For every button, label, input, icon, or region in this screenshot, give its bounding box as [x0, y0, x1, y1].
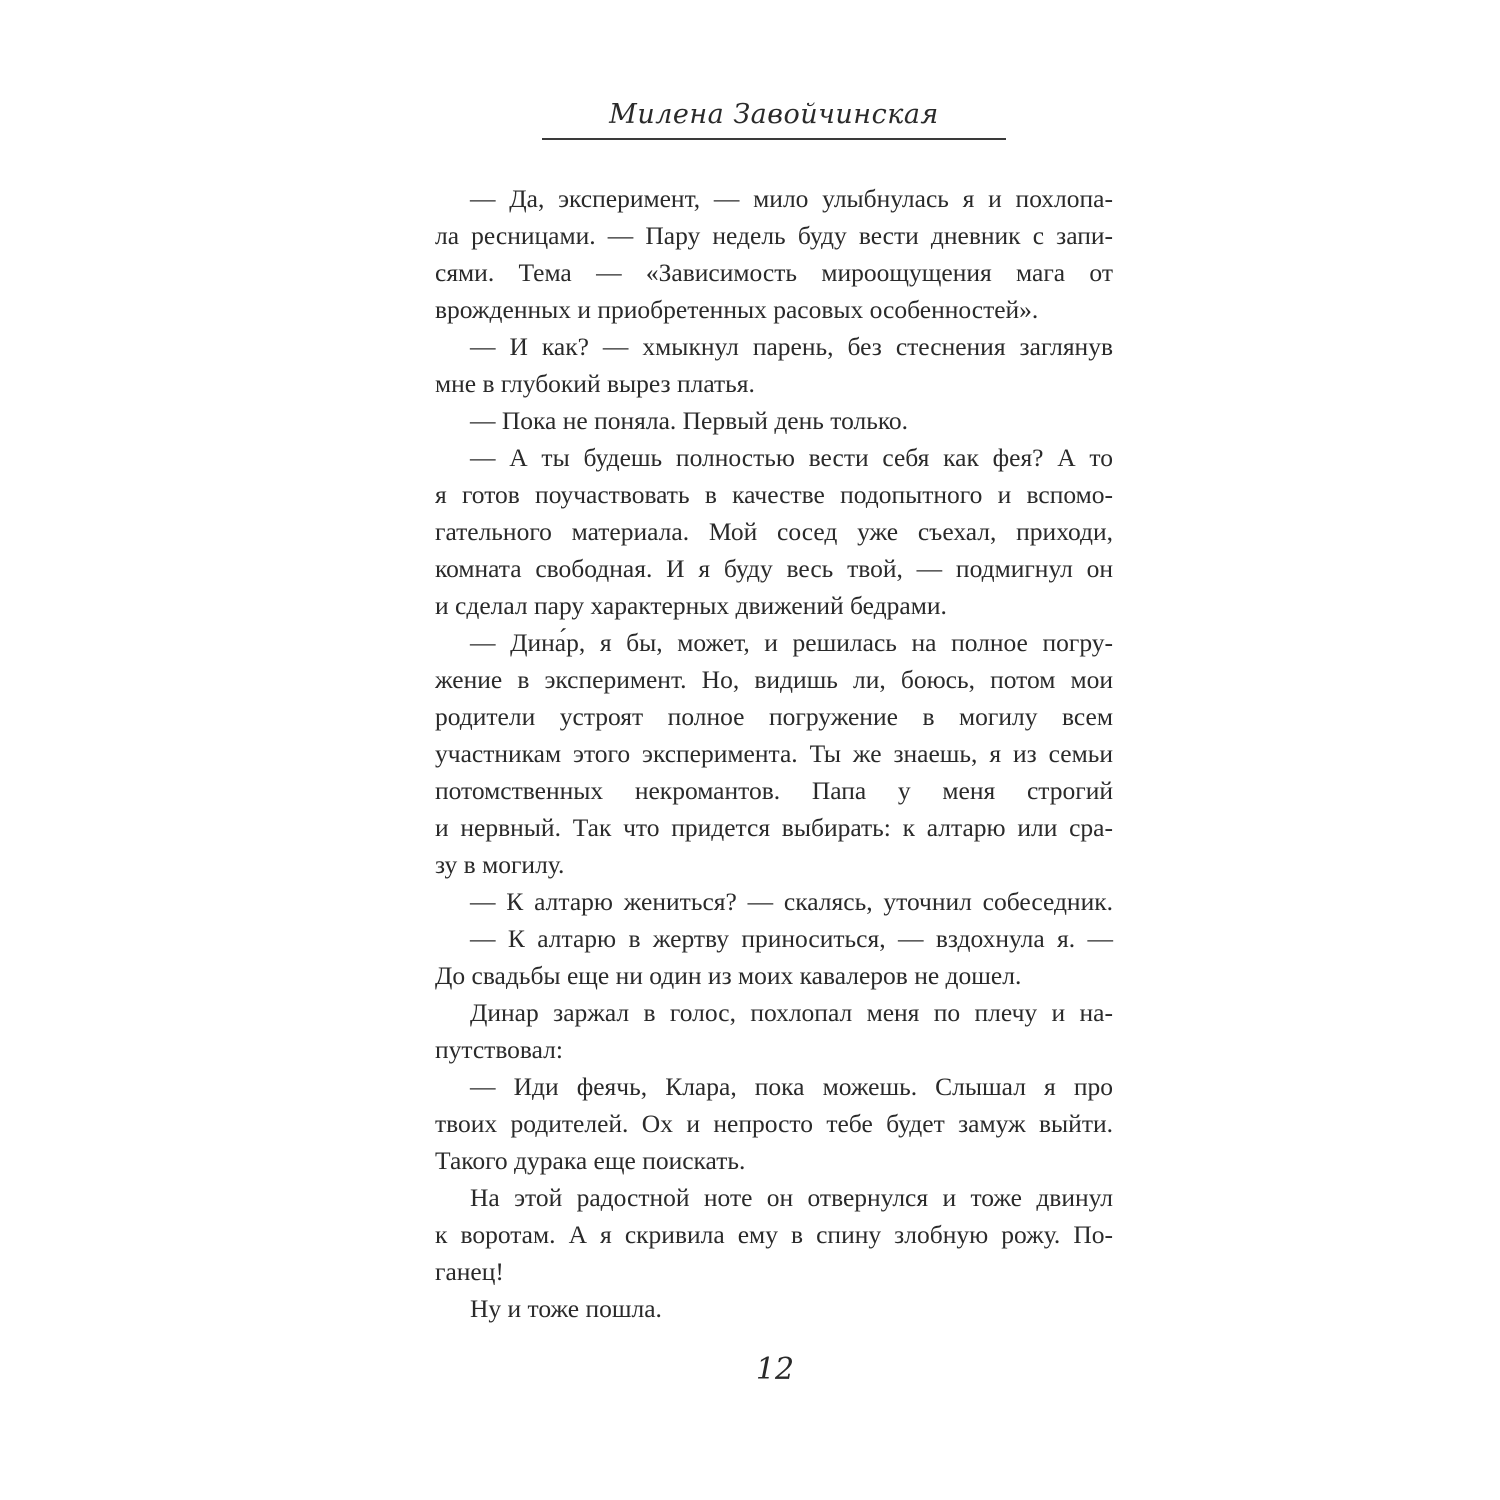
text-line: — А ты будешь полностью вести себя как фея? А то [470, 443, 1113, 472]
text-line: родители устроят полное погружение в могилу всем [435, 702, 1113, 731]
text-line: — Иди феячь, Клара, пока можешь. Слышал я про [470, 1072, 1113, 1101]
text-line: ла ресницами. — Пару недель буду вести дневник с запи- [435, 221, 1113, 250]
text-line: гательного материала. Мой сосед уже съехал, приходи, [435, 517, 1113, 546]
text-line: я готов поучаствовать в качестве подопытного и вспомо- [435, 480, 1113, 509]
text-line: — Пока не поняла. Первый день только. [470, 406, 909, 435]
text-line: и нервный. Так что придется выбирать: к алтарю или сра- [435, 813, 1113, 842]
text-line: — К алтарю в жертву приноситься, — вздохнула я. — [470, 924, 1113, 953]
text-line: Такого дурака еще поискать. [435, 1146, 746, 1175]
text-line: — Дина́р, я бы, может, и решилась на полное погру- [470, 628, 1113, 657]
text-line: На этой радостной ноте он отвернулся и тоже двинул [470, 1183, 1113, 1212]
text-line: — К алтарю жениться? — скалясь, уточнил собеседник. [470, 887, 1113, 916]
text-line: — Да, эксперимент, — мило улыбнулась я и похлопа- [470, 184, 1113, 213]
text-line: ганец! [435, 1257, 504, 1286]
text-line: До свадьбы еще ни один из моих кавалеров не дошел. [435, 961, 1022, 990]
header-rule-divider [542, 138, 1006, 140]
body-text [435, 180, 1113, 1327]
text-line: мне в глубокий вырез платья. [435, 369, 755, 398]
text-line: Динар заржал в голос, похлопал меня по плечу и на- [470, 998, 1113, 1027]
text-line: твоих родителей. Ох и непросто тебе будет замуж выйти. [435, 1109, 1113, 1138]
text-line: и сделал пару характерных движений бедрами. [435, 591, 947, 620]
text-line: жение в эксперимент. Но, видишь ли, боюсь, потом мои [435, 665, 1113, 694]
text-line: участникам этого эксперимента. Ты же знаешь, я из семьи [435, 739, 1113, 768]
text-line: комната свободная. И я буду весь твой, — подмигнул он [435, 554, 1113, 583]
text-line: — И как? — хмыкнул парень, без стеснения заглянув [470, 332, 1113, 361]
text-line: врожденных и приобретенных расовых особенностей». [435, 295, 1039, 324]
text-line: сями. Тема — «Зависимость мироощущения мага от [435, 258, 1113, 287]
page-number: 12 [755, 1352, 795, 1387]
text-line: к воротам. А я скривила ему в спину злобную рожу. По- [435, 1220, 1113, 1249]
text-line: зу в могилу. [435, 850, 565, 879]
text-line: Ну и тоже пошла. [470, 1294, 662, 1323]
running-head-author: Милена Завойчинская [609, 99, 939, 130]
text-line: потомственных некромантов. Папа у меня строгий [435, 776, 1113, 805]
text-line: путствовал: [435, 1035, 563, 1064]
